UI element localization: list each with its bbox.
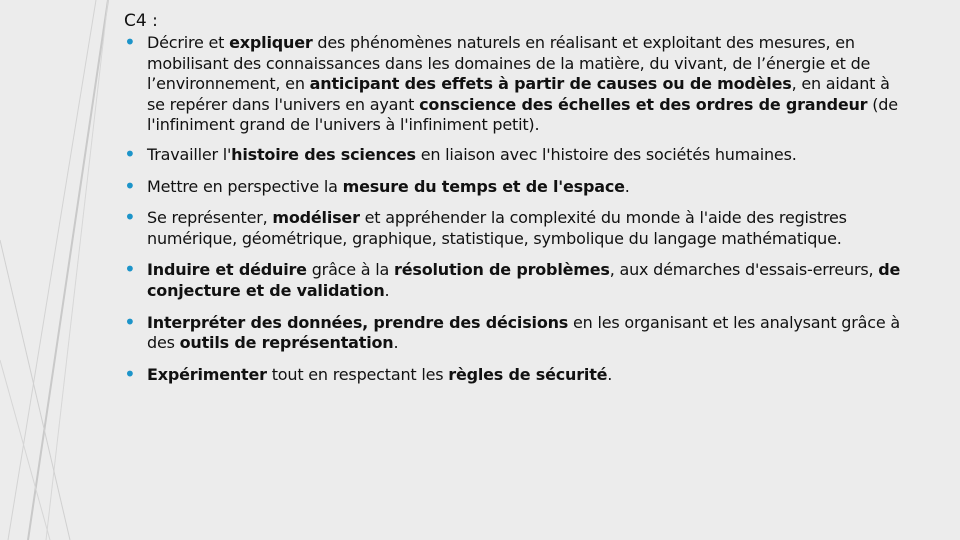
text-run: Décrire et <box>147 33 230 52</box>
bold-text: Interpréter des données, prendre des décisions <box>147 312 569 332</box>
bullet-list <box>122 30 902 386</box>
bold-text: Expérimenter <box>147 364 267 384</box>
text-run: Mettre en perspective la <box>147 176 343 196</box>
text-run: en liaison avec l'histoire des sociétés humaines. <box>415 144 797 164</box>
slide-heading: C4 : <box>124 11 158 31</box>
bullet-dot-icon: • <box>124 30 136 54</box>
text-run: tout en respectant les <box>266 364 449 384</box>
bullet-item <box>122 141 902 166</box>
text-run: . <box>384 280 390 300</box>
text-run: et appréhender la complexité du monde à l'aide des registres numérique, géométrique, graphique, statistique, symbolique du langage mathématique. <box>147 208 847 248</box>
text-run: Travailler l' <box>147 144 232 164</box>
bullet-dot-icon: • <box>124 173 136 198</box>
bold-text: outils de représentation <box>179 333 394 353</box>
bold-text: de conjecture et de validation <box>147 260 901 300</box>
bold-text: histoire des sciences <box>231 144 416 164</box>
text-run: grâce à la <box>306 260 395 280</box>
bullet-dot-icon: • <box>124 361 136 386</box>
bullet-item <box>122 361 902 386</box>
text-run: . <box>607 364 613 384</box>
text-run: (de l'infiniment grand de l'univers à l'infiniment petit). <box>147 94 898 135</box>
bold-text: règles de sécurité <box>448 364 608 384</box>
bullet-dot-icon: • <box>124 309 136 334</box>
text-run: , en aidant à se repérer dans l'univers en ayant <box>147 74 890 114</box>
text-run: en les organisant et les analysant grâce à des <box>147 312 900 353</box>
bullet-dot-icon: • <box>124 141 136 166</box>
bold-text: conscience des échelles et des ordres de grandeur <box>419 94 868 114</box>
text-run: . <box>393 333 399 353</box>
bold-text: anticipant des effets à partir de causes ou de modèles <box>309 74 792 94</box>
bold-text: mesure du temps et de l'espace <box>342 176 625 196</box>
bullet-dot-icon: • <box>124 257 136 282</box>
text-run: , aux démarches d'essais-erreurs, <box>609 260 879 280</box>
decorative-lines <box>0 0 110 540</box>
bold-text: résolution de problèmes <box>394 260 610 280</box>
bullet-item <box>122 173 902 198</box>
bullet-item <box>122 257 902 301</box>
bullet-item <box>122 205 902 249</box>
bold-text: expliquer <box>229 33 313 52</box>
bullet-dot-icon: • <box>124 205 136 230</box>
bullet-item <box>122 30 902 136</box>
text-run: . <box>624 176 630 196</box>
bold-text: Induire et déduire <box>147 260 307 280</box>
bold-text: modéliser <box>272 208 360 228</box>
bullet-item <box>122 309 902 354</box>
slide-content <box>122 10 902 396</box>
text-run: des phénomènes naturels en réalisant et exploitant des mesures, en mobilisant des connaissances dans les domaines de la matière, du vivant, de l’énergie et de l’environnement, en <box>147 33 871 94</box>
text-run: Se représenter, <box>147 208 273 228</box>
